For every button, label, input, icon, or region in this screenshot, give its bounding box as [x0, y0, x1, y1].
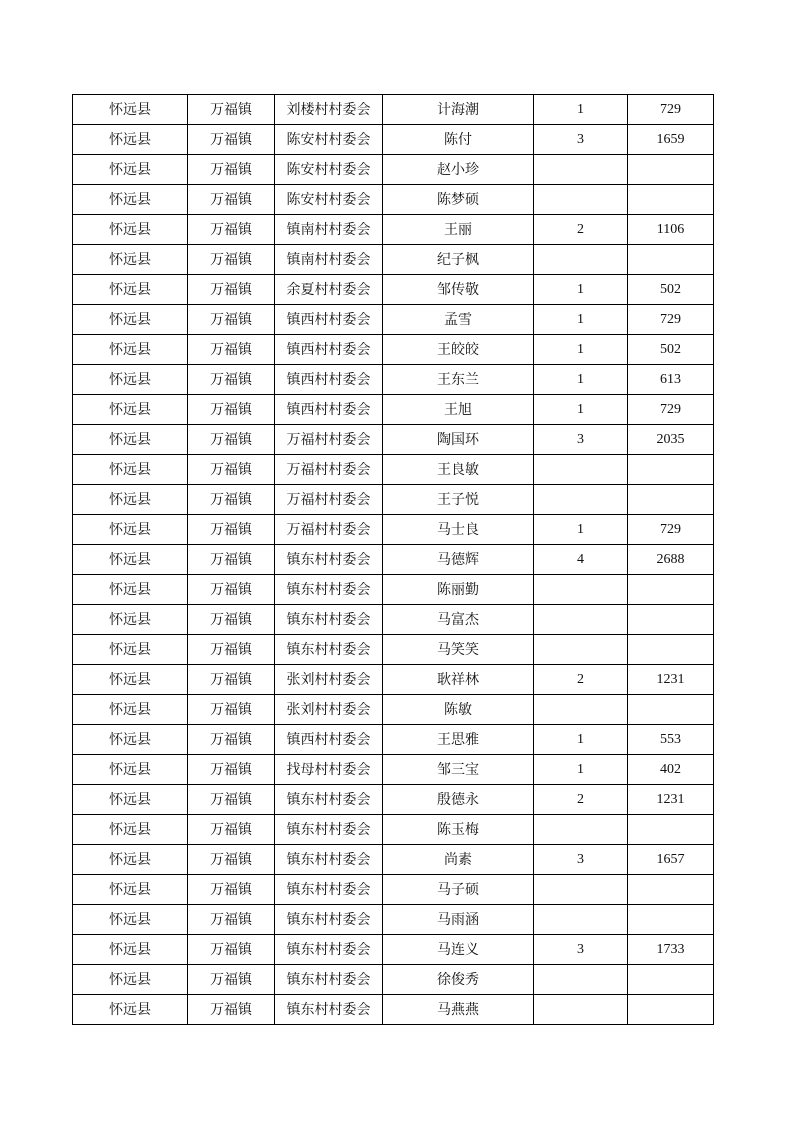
- village-cell: 镇西村村委会: [275, 305, 383, 335]
- village-cell: 镇东村村委会: [275, 575, 383, 605]
- amount-cell: [628, 245, 714, 275]
- amount-cell: 502: [628, 335, 714, 365]
- village-cell: 万福村村委会: [275, 485, 383, 515]
- town-cell: 万福镇: [188, 665, 275, 695]
- amount-cell: [628, 995, 714, 1025]
- town-cell: 万福镇: [188, 455, 275, 485]
- amount-cell: [628, 575, 714, 605]
- name-cell: 徐俊秀: [383, 965, 534, 995]
- table-row: [73, 605, 714, 635]
- table-row: [73, 905, 714, 935]
- amount-cell: 729: [628, 305, 714, 335]
- name-cell: 尚素: [383, 845, 534, 875]
- name-cell: 陈丽勤: [383, 575, 534, 605]
- county-cell: 怀远县: [73, 335, 188, 365]
- count-cell: 1: [534, 755, 628, 785]
- count-cell: 2: [534, 665, 628, 695]
- table-row: [73, 875, 714, 905]
- amount-cell: 402: [628, 755, 714, 785]
- table-row: [73, 185, 714, 215]
- town-cell: 万福镇: [188, 545, 275, 575]
- town-cell: 万福镇: [188, 905, 275, 935]
- amount-cell: 729: [628, 515, 714, 545]
- name-cell: 马富杰: [383, 605, 534, 635]
- village-cell: 镇西村村委会: [275, 365, 383, 395]
- town-cell: 万福镇: [188, 605, 275, 635]
- village-cell: 镇东村村委会: [275, 635, 383, 665]
- amount-cell: [628, 815, 714, 845]
- amount-cell: 1231: [628, 785, 714, 815]
- table-row: [73, 485, 714, 515]
- town-cell: 万福镇: [188, 215, 275, 245]
- count-cell: 2: [534, 215, 628, 245]
- village-cell: 镇东村村委会: [275, 815, 383, 845]
- county-cell: 怀远县: [73, 365, 188, 395]
- count-cell: 1: [534, 365, 628, 395]
- village-cell: 镇南村村委会: [275, 245, 383, 275]
- amount-cell: 553: [628, 725, 714, 755]
- county-cell: 怀远县: [73, 395, 188, 425]
- count-cell: [534, 485, 628, 515]
- count-cell: [534, 695, 628, 725]
- town-cell: 万福镇: [188, 95, 275, 125]
- count-cell: [534, 995, 628, 1025]
- name-cell: 王良敏: [383, 455, 534, 485]
- village-cell: 找母村村委会: [275, 755, 383, 785]
- table-row: [73, 545, 714, 575]
- count-cell: 3: [534, 935, 628, 965]
- county-cell: 怀远县: [73, 275, 188, 305]
- table-row: [73, 215, 714, 245]
- count-cell: [534, 635, 628, 665]
- amount-cell: 1657: [628, 845, 714, 875]
- count-cell: [534, 875, 628, 905]
- name-cell: 马笑笑: [383, 635, 534, 665]
- table-row: [73, 755, 714, 785]
- county-cell: 怀远县: [73, 935, 188, 965]
- village-cell: 陈安村村委会: [275, 125, 383, 155]
- name-cell: 纪子枫: [383, 245, 534, 275]
- county-cell: 怀远县: [73, 875, 188, 905]
- count-cell: [534, 965, 628, 995]
- village-cell: 陈安村村委会: [275, 155, 383, 185]
- table-row: [73, 395, 714, 425]
- table-row: [73, 965, 714, 995]
- county-cell: 怀远县: [73, 635, 188, 665]
- town-cell: 万福镇: [188, 965, 275, 995]
- village-cell: 镇东村村委会: [275, 935, 383, 965]
- name-cell: 陈敏: [383, 695, 534, 725]
- count-cell: [534, 185, 628, 215]
- name-cell: 马子硕: [383, 875, 534, 905]
- town-cell: 万福镇: [188, 305, 275, 335]
- name-cell: 陈玉梅: [383, 815, 534, 845]
- name-cell: 赵小珍: [383, 155, 534, 185]
- table-row: [73, 935, 714, 965]
- count-cell: 1: [534, 95, 628, 125]
- table-row: [73, 725, 714, 755]
- town-cell: 万福镇: [188, 185, 275, 215]
- village-cell: 镇东村村委会: [275, 995, 383, 1025]
- amount-cell: [628, 485, 714, 515]
- town-cell: 万福镇: [188, 875, 275, 905]
- amount-cell: [628, 185, 714, 215]
- village-cell: 陈安村村委会: [275, 185, 383, 215]
- county-cell: 怀远县: [73, 965, 188, 995]
- village-cell: 镇南村村委会: [275, 215, 383, 245]
- county-cell: 怀远县: [73, 785, 188, 815]
- table-row: [73, 635, 714, 665]
- count-cell: 1: [534, 275, 628, 305]
- count-cell: 2: [534, 785, 628, 815]
- village-cell: 镇东村村委会: [275, 605, 383, 635]
- county-cell: 怀远县: [73, 665, 188, 695]
- name-cell: 耿祥林: [383, 665, 534, 695]
- table-row: [73, 365, 714, 395]
- town-cell: 万福镇: [188, 335, 275, 365]
- county-cell: 怀远县: [73, 245, 188, 275]
- town-cell: 万福镇: [188, 575, 275, 605]
- name-cell: 计海潮: [383, 95, 534, 125]
- town-cell: 万福镇: [188, 425, 275, 455]
- village-cell: 镇东村村委会: [275, 785, 383, 815]
- count-cell: 4: [534, 545, 628, 575]
- name-cell: 邹传敬: [383, 275, 534, 305]
- count-cell: [534, 155, 628, 185]
- table-row: [73, 515, 714, 545]
- county-cell: 怀远县: [73, 155, 188, 185]
- county-cell: 怀远县: [73, 845, 188, 875]
- name-cell: 王思雅: [383, 725, 534, 755]
- table-row: [73, 785, 714, 815]
- amount-cell: 1733: [628, 935, 714, 965]
- name-cell: 马连义: [383, 935, 534, 965]
- county-cell: 怀远县: [73, 515, 188, 545]
- village-cell: 镇东村村委会: [275, 545, 383, 575]
- amount-cell: 2688: [628, 545, 714, 575]
- county-cell: 怀远县: [73, 755, 188, 785]
- table-row: [73, 275, 714, 305]
- village-cell: 余夏村村委会: [275, 275, 383, 305]
- name-cell: 邹三宝: [383, 755, 534, 785]
- town-cell: 万福镇: [188, 845, 275, 875]
- count-cell: 3: [534, 125, 628, 155]
- table-row: [73, 305, 714, 335]
- town-cell: 万福镇: [188, 935, 275, 965]
- county-cell: 怀远县: [73, 485, 188, 515]
- table-row: [73, 815, 714, 845]
- county-cell: 怀远县: [73, 995, 188, 1025]
- amount-cell: 1231: [628, 665, 714, 695]
- amount-cell: 613: [628, 365, 714, 395]
- town-cell: 万福镇: [188, 275, 275, 305]
- town-cell: 万福镇: [188, 245, 275, 275]
- amount-cell: [628, 155, 714, 185]
- name-cell: 马燕燕: [383, 995, 534, 1025]
- roster-table: [72, 94, 714, 1025]
- county-cell: 怀远县: [73, 305, 188, 335]
- table-row: [73, 995, 714, 1025]
- county-cell: 怀远县: [73, 725, 188, 755]
- count-cell: 1: [534, 515, 628, 545]
- town-cell: 万福镇: [188, 635, 275, 665]
- amount-cell: [628, 635, 714, 665]
- amount-cell: [628, 905, 714, 935]
- town-cell: 万福镇: [188, 995, 275, 1025]
- town-cell: 万福镇: [188, 125, 275, 155]
- name-cell: 殷德永: [383, 785, 534, 815]
- count-cell: 3: [534, 845, 628, 875]
- name-cell: 陈梦硕: [383, 185, 534, 215]
- village-cell: 张刘村村委会: [275, 695, 383, 725]
- county-cell: 怀远县: [73, 695, 188, 725]
- name-cell: 王东兰: [383, 365, 534, 395]
- county-cell: 怀远县: [73, 575, 188, 605]
- town-cell: 万福镇: [188, 725, 275, 755]
- table-row: [73, 125, 714, 155]
- town-cell: 万福镇: [188, 485, 275, 515]
- village-cell: 镇东村村委会: [275, 845, 383, 875]
- county-cell: 怀远县: [73, 125, 188, 155]
- county-cell: 怀远县: [73, 605, 188, 635]
- name-cell: 马德辉: [383, 545, 534, 575]
- name-cell: 王丽: [383, 215, 534, 245]
- village-cell: 刘楼村村委会: [275, 95, 383, 125]
- count-cell: [534, 575, 628, 605]
- village-cell: 张刘村村委会: [275, 665, 383, 695]
- table-row: [73, 425, 714, 455]
- amount-cell: [628, 875, 714, 905]
- table-row: [73, 335, 714, 365]
- village-cell: 镇东村村委会: [275, 965, 383, 995]
- town-cell: 万福镇: [188, 815, 275, 845]
- name-cell: 王皎皎: [383, 335, 534, 365]
- name-cell: 马士良: [383, 515, 534, 545]
- table-row: [73, 95, 714, 125]
- count-cell: [534, 455, 628, 485]
- village-cell: 镇西村村委会: [275, 725, 383, 755]
- amount-cell: 729: [628, 395, 714, 425]
- village-cell: 镇西村村委会: [275, 395, 383, 425]
- amount-cell: 729: [628, 95, 714, 125]
- amount-cell: [628, 965, 714, 995]
- county-cell: 怀远县: [73, 185, 188, 215]
- county-cell: 怀远县: [73, 545, 188, 575]
- county-cell: 怀远县: [73, 455, 188, 485]
- table-row: [73, 455, 714, 485]
- count-cell: 3: [534, 425, 628, 455]
- county-cell: 怀远县: [73, 215, 188, 245]
- village-cell: 万福村村委会: [275, 425, 383, 455]
- amount-cell: 1106: [628, 215, 714, 245]
- amount-cell: 2035: [628, 425, 714, 455]
- village-cell: 镇东村村委会: [275, 875, 383, 905]
- name-cell: 陈付: [383, 125, 534, 155]
- name-cell: 马雨涵: [383, 905, 534, 935]
- town-cell: 万福镇: [188, 515, 275, 545]
- count-cell: [534, 245, 628, 275]
- amount-cell: 502: [628, 275, 714, 305]
- town-cell: 万福镇: [188, 365, 275, 395]
- name-cell: 王旭: [383, 395, 534, 425]
- count-cell: 1: [534, 395, 628, 425]
- table-row: [73, 245, 714, 275]
- town-cell: 万福镇: [188, 395, 275, 425]
- amount-cell: [628, 455, 714, 485]
- county-cell: 怀远县: [73, 95, 188, 125]
- table-row: [73, 695, 714, 725]
- table-row: [73, 155, 714, 185]
- table-row: [73, 665, 714, 695]
- name-cell: 王子悦: [383, 485, 534, 515]
- table-row: [73, 845, 714, 875]
- amount-cell: [628, 695, 714, 725]
- village-cell: 镇西村村委会: [275, 335, 383, 365]
- count-cell: [534, 815, 628, 845]
- name-cell: 孟雪: [383, 305, 534, 335]
- village-cell: 镇东村村委会: [275, 905, 383, 935]
- count-cell: 1: [534, 335, 628, 365]
- town-cell: 万福镇: [188, 785, 275, 815]
- village-cell: 万福村村委会: [275, 455, 383, 485]
- county-cell: 怀远县: [73, 425, 188, 455]
- town-cell: 万福镇: [188, 155, 275, 185]
- town-cell: 万福镇: [188, 695, 275, 725]
- county-cell: 怀远县: [73, 905, 188, 935]
- count-cell: 1: [534, 305, 628, 335]
- village-cell: 万福村村委会: [275, 515, 383, 545]
- amount-cell: 1659: [628, 125, 714, 155]
- name-cell: 陶国环: [383, 425, 534, 455]
- count-cell: 1: [534, 725, 628, 755]
- table-row: [73, 575, 714, 605]
- county-cell: 怀远县: [73, 815, 188, 845]
- amount-cell: [628, 605, 714, 635]
- roster-table-body: [73, 95, 714, 1025]
- count-cell: [534, 605, 628, 635]
- town-cell: 万福镇: [188, 755, 275, 785]
- count-cell: [534, 905, 628, 935]
